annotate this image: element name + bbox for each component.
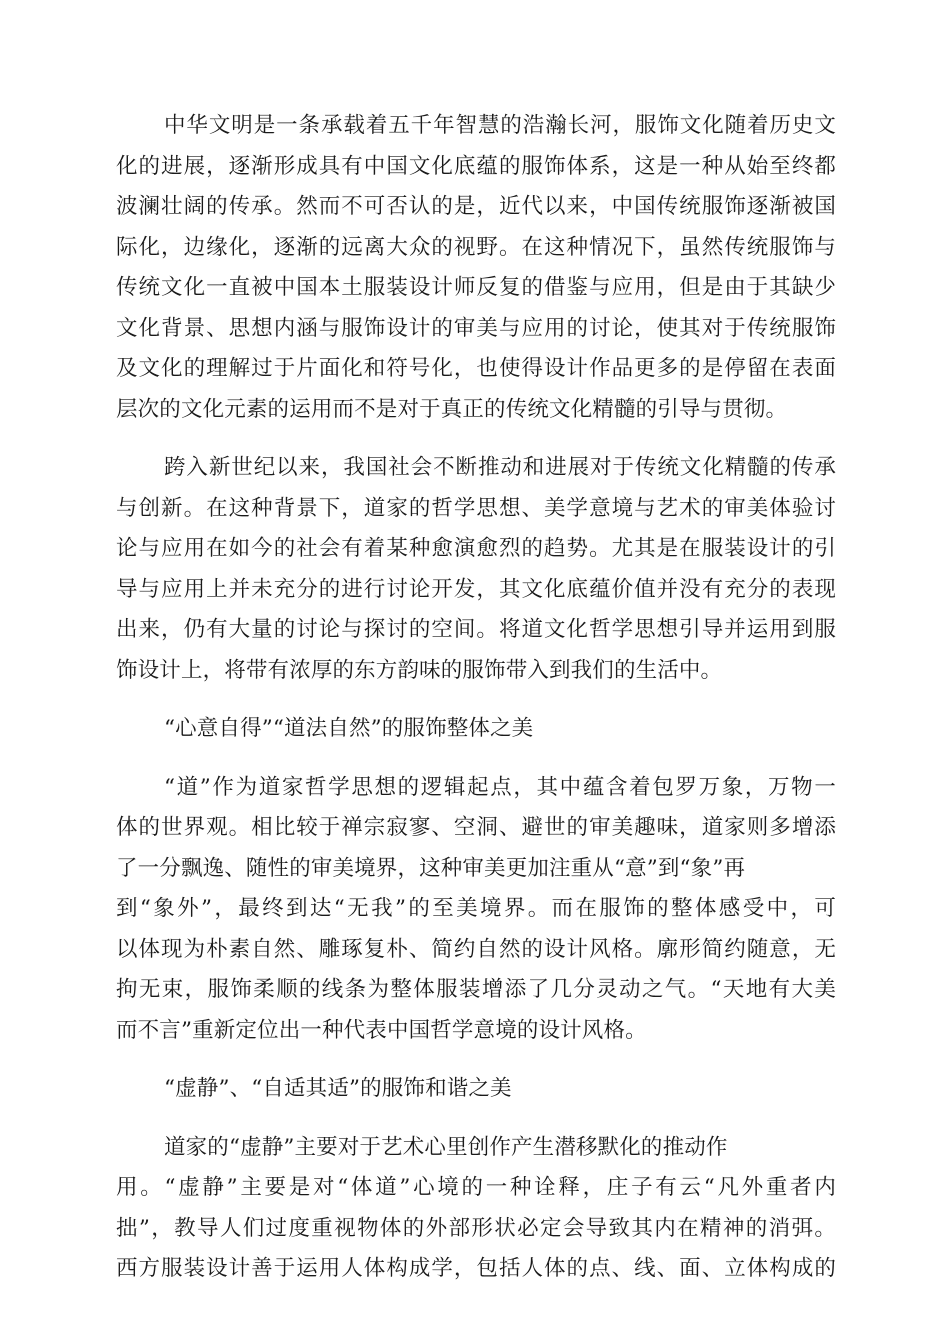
paragraph-1-line-8: 层次的文化元素的运用而不是对于真正的传统文化精髓的引导与贯彻。 xyxy=(116,396,788,422)
paragraph-3-line-3: 了一分飘逸、随性的审美境界，这种审美更加注重从“意”到“象”再 xyxy=(116,855,746,881)
paragraph-4-line-2: 用。“虚静”主要是对“体道”心境的一种诠释，庄子有云“凡外重者内 xyxy=(116,1175,836,1200)
paragraph-4-line-4: 西方服装设计善于运用人体构成学，包括人体的点、线、面、立体构成的 xyxy=(116,1256,836,1281)
paragraph-3-line-4: 到“象外”，最终到达“无我”的至美境界。而在服饰的整体感受中，可 xyxy=(116,896,836,921)
section-heading-1: “心意自得”“道法自然”的服饰整体之美 xyxy=(164,716,534,741)
paragraph-4-line-3: 拙”，教导人们过度重视物体的外部形状必定会导致其内在精神的消弭。 xyxy=(116,1215,836,1241)
paragraph-1-line-6: 文化背景、思想内涵与服饰设计的审美与应用的讨论，使其对于传统服饰 xyxy=(116,315,836,341)
paragraph-1-line-3: 波澜壮阔的传承。然而不可否认的是，近代以来，中国传统服饰逐渐被国 xyxy=(116,194,836,219)
paragraph-1-line-5: 传统文化一直被中国本土服装设计师反复的借鉴与应用，但是由于其缺少 xyxy=(116,275,836,300)
paragraph-2-line-3: 论与应用在如今的社会有着某种愈演愈烈的趋势。尤其是在服装设计的引 xyxy=(116,536,836,561)
paragraph-3-line-1: “道”作为道家哲学思想的逻辑起点，其中蕴含着包罗万象，万物一 xyxy=(164,774,836,800)
paragraph-3-line-2: 体的世界观。相比较于禅宗寂寥、空洞、避世的审美趣味，道家则多增添 xyxy=(116,815,836,840)
paragraph-3-line-5: 以体现为朴素自然、雕琢复朴、简约自然的设计风格。廓形简约随意，无 xyxy=(116,936,836,962)
section-heading-2: “虚静”、“自适其适”的服饰和谐之美 xyxy=(164,1076,512,1101)
paragraph-2-line-6: 饰设计上，将带有浓厚的东方韵味的服饰带入到我们的生活中。 xyxy=(116,657,723,683)
paragraph-2-line-4: 导与应用上并未充分的进行讨论开发，其文化底蕴价值并没有充分的表现 xyxy=(116,576,836,602)
paragraph-2-line-2: 与创新。在这种背景下，道家的哲学思想、美学意境与艺术的审美体验讨 xyxy=(116,495,836,521)
paragraph-2-line-5: 出来，仍有大量的讨论与探讨的空间。将道文化哲学思想引导并运用到服 xyxy=(116,617,836,642)
paragraph-4-line-1: 道家的“虚静”主要对于艺术心里创作产生潜移默化的推动作 xyxy=(164,1134,728,1160)
paragraph-3-line-6: 拘无束，服饰柔顺的线条为整体服装增添了几分灵动之气。“天地有大美 xyxy=(116,977,836,1002)
paragraph-1-line-1: 中华文明是一条承载着五千年智慧的浩瀚长河，服饰文化随着历史文 xyxy=(164,113,836,138)
paragraph-2-line-1: 跨入新世纪以来，我国社会不断推动和进展对于传统文化精髓的传承 xyxy=(164,455,836,480)
paragraph-3-line-7: 而不言”重新定位出一种代表中国哲学意境的设计风格。 xyxy=(116,1017,647,1043)
paragraph-1-line-4: 际化，边缘化，逐渐的远离大众的视野。在这种情况下，虽然传统服饰与 xyxy=(116,234,836,260)
paragraph-1-line-7: 及文化的理解过于片面化和符号化，也使得设计作品更多的是停留在表面 xyxy=(116,356,836,381)
paragraph-1-line-2: 化的进展，逐渐形成具有中国文化底蕴的服饰体系，这是一种从始至终都 xyxy=(116,153,836,179)
